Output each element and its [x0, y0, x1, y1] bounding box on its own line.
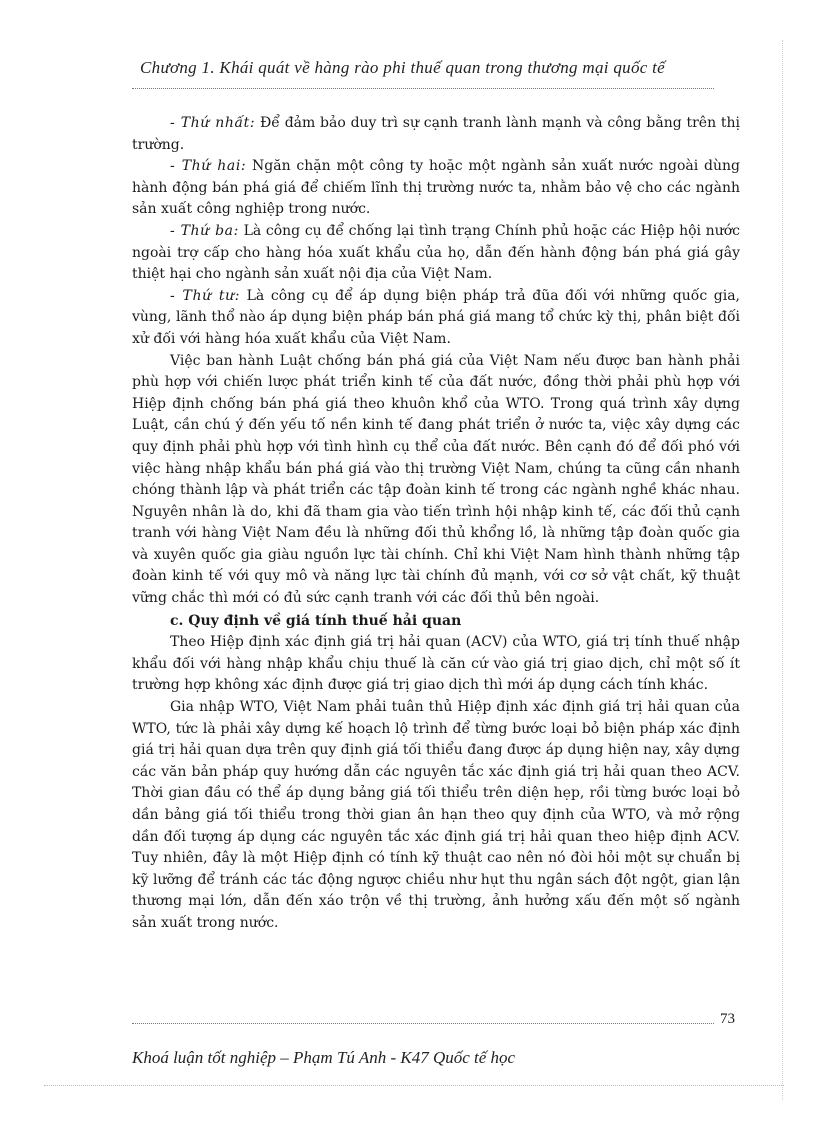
page-footer: Khoá luận tốt nghiệp – Phạm Tú Anh - K47 Quốc tế học [132, 1048, 516, 1067]
paragraph-first [132, 113, 740, 156]
page-header: Chương 1. Khái quát về hàng rào phi thuế quan trong thương mại quốc tế [140, 58, 666, 77]
paragraph-lead: - Thứ tư: [170, 287, 241, 304]
page-right-border [782, 40, 783, 1100]
page-bottom-border [44, 1085, 784, 1086]
paragraph-third [132, 221, 740, 286]
paragraph-text: Ngăn chặn một công ty hoặc một ngành sản xuất nước ngoài dùng hành động bán phá giá để chiếm lĩnh thị trường nước ta, nhằm bảo vệ cho các ngành sản xuất công nghiệp trong nước. [132, 158, 741, 218]
paragraph-anti-dumping-law [132, 351, 740, 610]
footer-divider [132, 1023, 714, 1024]
paragraph-text: Để đảm bảo duy trì sự cạnh tranh lành mạnh và công bằng trên thị trường. [132, 115, 740, 153]
paragraph-lead: - Thứ hai: [170, 158, 247, 175]
paragraph-text: Là công cụ để áp dụng biện pháp trả đũa đối với những quốc gia, vùng, lãnh thổ nào áp dụng biện pháp bán phá giá mang tổ chức kỳ thị, phân biệt đối xử đối với hàng hóa xuất khẩu của Việt Nam. [132, 287, 740, 347]
paragraph-fourth [132, 286, 740, 351]
page-body [132, 113, 740, 935]
paragraph-second [132, 156, 740, 221]
paragraph-text: Việc ban hành Luật chống bán phá giá của Việt Nam nếu được ban hành phải phù hợp với chiến lược phát triển kinh tế của đất nước, đồng thời phải phù hợp với Hiệp định chống bán phá giá theo khuôn khổ của WTO. Trong quá trình xây dựng Luật, cần chú ý đến yếu tố nền kinh tế đang phát triển ở nước ta, việc xây dựng các quy định phải phù hợp với tình hình cụ thể của đất nước. Bên cạnh đó để đối phó với việc hàng nhập khẩu bán phá giá vào thị trường Việt Nam, chúng ta cũng cần nhanh chóng thành lập và phát triển các tập đoàn kinh tế trong các ngành nghề khác nhau. Nguyên nhân là do, khi đã tham gia vào tiến trình hội nhập kinh tế, các đối thủ cạnh tranh với hàng Việt Nam đều là những đối thủ khổng lồ, là những tập đoàn quốc gia và xuyên quốc gia giàu nguồn lực tài chính. Chỉ khi Việt Nam hình thành những tập đoàn kinh tế với quy mô và năng lực tài chính đủ mạnh, với cơ sở vật chất, kỹ thuật vững chắc thì mới có đủ sức cạnh tranh với các đối thủ bên ngoài. [132, 352, 740, 607]
header-divider [132, 88, 714, 89]
paragraph-wto-accession: Gia nhập WTO, Việt Nam phải tuân thủ Hiệp định xác định giá trị hải quan của WTO, tức là phải xây dựng kế hoạch lộ trình để từng bước loại bỏ biện pháp xác định giá trị hải quan dựa trên quy định giá tối thiểu đang được áp dụng hiện nay, xây dựng các văn bản pháp quy hướng dẫn các nguyên tắc xác định giá trị hải quan theo ACV. Thời gian đầu có thể áp dụng bảng giá tối thiểu trên diện hẹp, rồi từng bước loại bỏ dần bảng giá tối thiểu trong thời gian ân hạn theo quy định của WTO, và mở rộng dần đối tượng áp dụng các nguyên tắc xác định giá trị hải quan theo hiệp định ACV. Tuy nhiên, đây là một Hiệp định có tính kỹ thuật cao nên nó đòi hỏi một sự chuẩn bị kỹ lưỡng để tránh các tác động ngược chiều như hụt thu ngân sách đột ngột, gian lận thương mại lớn, dẫn đến xáo trộn về thị trường, ảnh hưởng xấu đến một số ngành sản xuất trong nước. [132, 699, 740, 931]
paragraph-acv: Theo Hiệp định xác định giá trị hải quan (ACV) của WTO, giá trị tính thuế nhập khẩu đối với hàng nhập khẩu chịu thuế là căn cứ vào giá trị giao dịch, chỉ một số ít trường hợp không xác định được giá trị giao dịch thì mới áp dụng cách tính khác. [132, 634, 740, 694]
page-number: 73 [720, 1011, 735, 1027]
paragraph-lead: - Thứ nhất: [170, 115, 256, 131]
section-heading: c. Quy định về giá tính thuế hải quan [170, 612, 462, 629]
paragraph-lead: - Thứ ba: [170, 222, 239, 239]
paragraph-text: Là công cụ để chống lại tình trạng Chính phủ hoặc các Hiệp hội nước ngoài trợ cấp cho hàng hóa xuất khẩu của họ, dẫn đến hành động bán phá giá gây thiệt hại cho ngành sản xuất nội địa của Việt Nam. [132, 222, 740, 283]
